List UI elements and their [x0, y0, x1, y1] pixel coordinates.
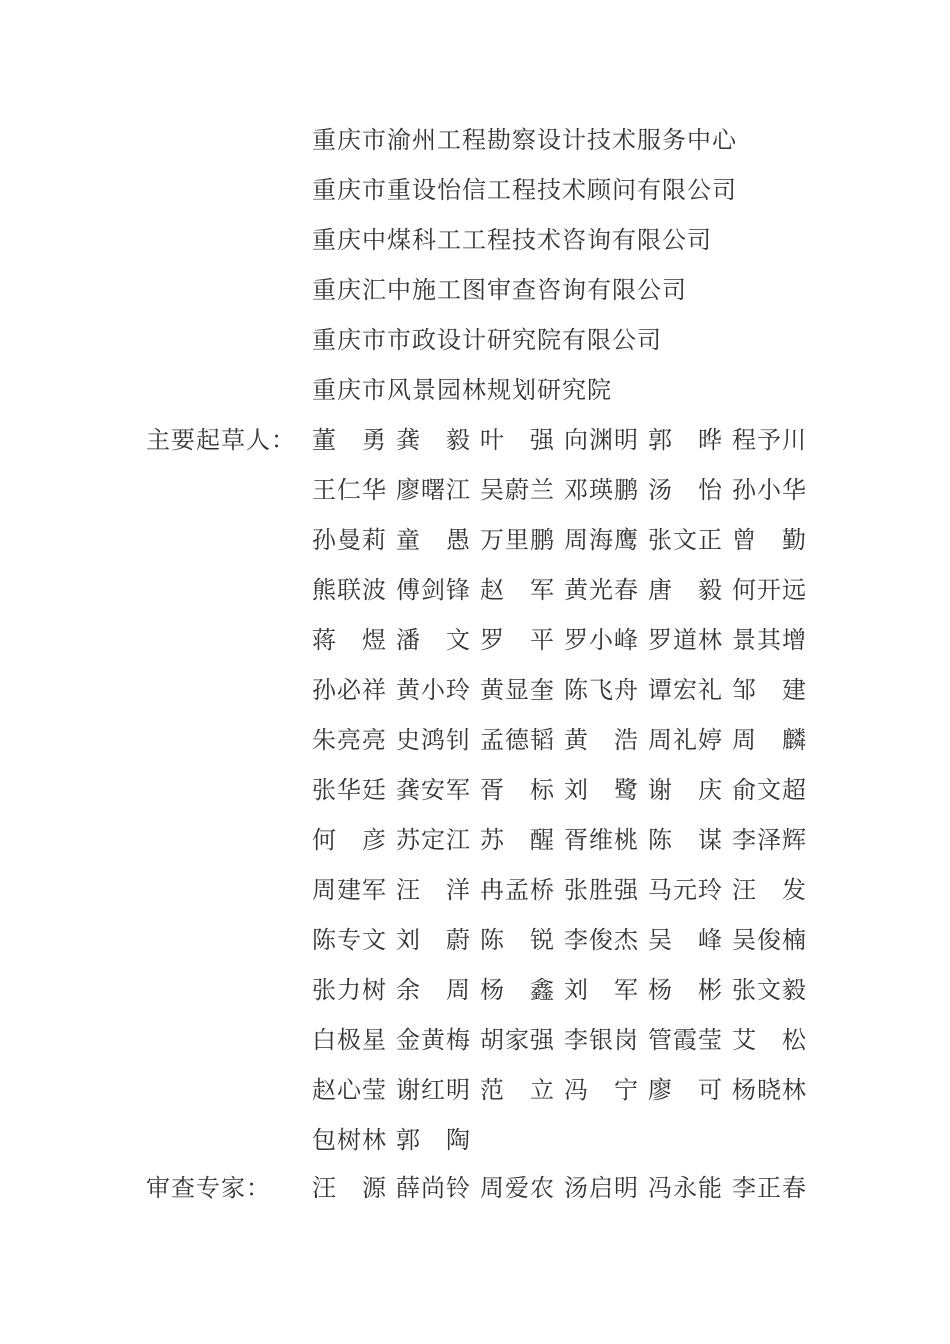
organization-item: 重庆市市政设计研究院有限公司: [312, 326, 662, 354]
person-name: 赵 心 莹: [312, 1076, 386, 1104]
person-name: 周 礼 婷: [648, 726, 722, 754]
person-name: 杨 晓 林: [732, 1076, 806, 1104]
organization-item: 重庆汇中施工图审查咨询有限公司: [312, 276, 687, 304]
person-name: 胡 家 强: [480, 1026, 554, 1054]
person-name: 马 元 玲: [648, 876, 722, 904]
person-name: 向 渊 明: [564, 426, 638, 454]
person-name: 张 胜 强: [564, 876, 638, 904]
person-name: 孙 小 华: [732, 476, 806, 504]
person-name: 俞 文 超: [732, 776, 806, 804]
person-name: 蒋 煜: [312, 626, 386, 654]
person-name: 童 愚: [396, 526, 470, 554]
person-name: 汪 洋: [396, 876, 470, 904]
person-name: 谢 庆: [648, 776, 722, 804]
person-name: 冯 永 能: [648, 1174, 722, 1202]
person-name: 孙 曼 莉: [312, 526, 386, 554]
person-name: 龚 安 军: [396, 776, 470, 804]
person-name: 熊 联 波: [312, 576, 386, 604]
person-name: 胥 维 桃: [564, 826, 638, 854]
person-name: 王 仁 华: [312, 476, 386, 504]
person-name: 张 华 廷: [312, 776, 386, 804]
person-name: 黄 小 玲: [396, 676, 470, 704]
drafters-label: 主要起草人：: [146, 426, 296, 454]
person-name: 吴 峰: [648, 926, 722, 954]
person-name: 范 立: [480, 1076, 554, 1104]
reviewers-label: 审查专家：: [146, 1174, 271, 1202]
person-name: 廖 曙 江: [396, 476, 470, 504]
person-name: 李 俊 杰: [564, 926, 638, 954]
person-name: 景 其 增: [732, 626, 806, 654]
person-name: 邓 瑛 鹏: [564, 476, 638, 504]
person-name: 张 文 正: [648, 526, 722, 554]
person-name: 苏 定 江: [396, 826, 470, 854]
organization-item: 重庆市重设怡信工程技术顾问有限公司: [312, 176, 737, 204]
person-name: 杨 鑫: [480, 976, 554, 1004]
person-name: 赵 军: [480, 576, 554, 604]
person-name: 叶 强: [480, 426, 554, 454]
person-name: 罗 平: [480, 626, 554, 654]
person-name: 吴 俊 楠: [732, 926, 806, 954]
person-name: 黄 浩: [564, 726, 638, 754]
person-name: 汤 启 明: [564, 1174, 638, 1202]
person-name: 龚 毅: [396, 426, 470, 454]
person-name: 冉 孟 桥: [480, 876, 554, 904]
person-name: 李 银 岗: [564, 1026, 638, 1054]
person-name: 管 霞 莹: [648, 1026, 722, 1054]
person-name: 黄 显 奎: [480, 676, 554, 704]
person-name: 白 极 星: [312, 1026, 386, 1054]
person-name: 孙 必 祥: [312, 676, 386, 704]
person-name: 杨 彬: [648, 976, 722, 1004]
person-name: 金 黄 梅: [396, 1026, 470, 1054]
person-name: 程 予 川: [732, 426, 806, 454]
person-name: 万 里 鹏: [480, 526, 554, 554]
person-name: 周 海 鹰: [564, 526, 638, 554]
person-name: 刘 军: [564, 976, 638, 1004]
person-name: 郭 陶: [396, 1126, 470, 1154]
person-name: 周 爱 农: [480, 1174, 554, 1202]
person-name: 孟 德 韬: [480, 726, 554, 754]
person-name: 余 周: [396, 976, 470, 1004]
person-name: 刘 鹭: [564, 776, 638, 804]
person-name: 罗 小 峰: [564, 626, 638, 654]
person-name: 汪 源: [312, 1174, 386, 1202]
person-name: 薛 尚 铃: [396, 1174, 470, 1202]
person-name: 艾 松: [732, 1026, 806, 1054]
person-name: 郭 晔: [648, 426, 722, 454]
person-name: 罗 道 林: [648, 626, 722, 654]
organization-item: 重庆市风景园林规划研究院: [312, 376, 612, 404]
person-name: 陈 飞 舟: [564, 676, 638, 704]
person-name: 张 力 树: [312, 976, 386, 1004]
person-name: 胥 标: [480, 776, 554, 804]
person-name: 包 树 林: [312, 1126, 386, 1154]
person-name: 李 泽 辉: [732, 826, 806, 854]
person-name: 何 彦: [312, 826, 386, 854]
person-name: 陈 谋: [648, 826, 722, 854]
person-name: 黄 光 春: [564, 576, 638, 604]
person-name: 李 正 春: [732, 1174, 806, 1202]
person-name: 何 开 远: [732, 576, 806, 604]
person-name: 苏 醒: [480, 826, 554, 854]
person-name: 廖 可: [648, 1076, 722, 1104]
person-name: 朱 亮 亮: [312, 726, 386, 754]
person-name: 陈 锐: [480, 926, 554, 954]
person-name: 刘 蔚: [396, 926, 470, 954]
person-name: 吴 蔚 兰: [480, 476, 554, 504]
person-name: 汤 怡: [648, 476, 722, 504]
person-name: 邹 建: [732, 676, 806, 704]
person-name: 陈 专 文: [312, 926, 386, 954]
person-name: 曾 勤: [732, 526, 806, 554]
person-name: 唐 毅: [648, 576, 722, 604]
person-name: 谭 宏 礼: [648, 676, 722, 704]
person-name: 张 文 毅: [732, 976, 806, 1004]
person-name: 潘 文: [396, 626, 470, 654]
person-name: 傅 剑 锋: [396, 576, 470, 604]
person-name: 汪 发: [732, 876, 806, 904]
organization-item: 重庆中煤科工工程技术咨询有限公司: [312, 226, 712, 254]
person-name: 周 麟: [732, 726, 806, 754]
person-name: 谢 红 明: [396, 1076, 470, 1104]
person-name: 冯 宁: [564, 1076, 638, 1104]
person-name: 董 勇: [312, 426, 386, 454]
person-name: 周 建 军: [312, 876, 386, 904]
person-name: 史 鸿 钊: [396, 726, 470, 754]
organization-item: 重庆市渝州工程勘察设计技术服务中心: [312, 126, 737, 154]
